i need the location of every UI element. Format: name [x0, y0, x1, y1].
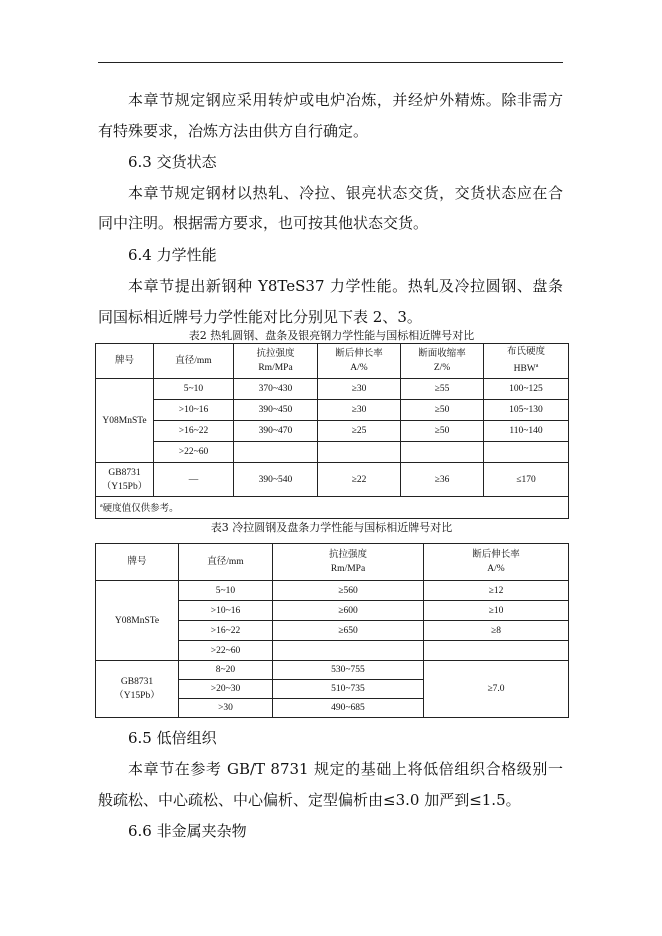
cell: >20~30	[179, 680, 273, 699]
table3-header: 抗拉强度 Rm/MPa	[273, 544, 424, 581]
cell	[424, 641, 569, 661]
table2-header: 布氏硬度 HBW$^a$	[484, 344, 569, 379]
table2	[95, 343, 569, 519]
cell: 510~735	[273, 680, 424, 699]
cell: >22~60	[154, 442, 234, 463]
cell	[401, 442, 484, 463]
cell: ≥25	[318, 421, 401, 442]
paragraph-line: 本章节提出新钢种 Y8TeS37 力学性能。热轧及冷拉圆钢、盘条	[128, 277, 563, 295]
cell: ≥36	[401, 463, 484, 497]
cell: ≥50	[401, 421, 484, 442]
cell: >16~22	[179, 621, 273, 641]
cell: 390~450	[234, 400, 318, 421]
table3-caption: 表3 冷拉圆钢及盘条力学性能与国标相近牌号对比	[210, 521, 453, 534]
paragraph-line: 本章节规定钢应采用转炉或电炉冶炼，并经炉外精炼。除非需方	[128, 91, 563, 109]
cell: ≥22	[318, 463, 401, 497]
cell: ≥7.0	[424, 661, 569, 718]
cell: ≥650	[273, 621, 424, 641]
cell: 490~685	[273, 699, 424, 718]
grade-cell: Y08MnSTe	[96, 379, 154, 463]
table2-header: 牌号	[96, 344, 154, 379]
paragraph-line: 本章节规定钢材以热轧、冷拉、银亮状态交货，交货状态应在合	[128, 184, 563, 202]
cell	[318, 442, 401, 463]
cell: ≥55	[401, 379, 484, 400]
header-rule	[98, 62, 563, 63]
cell: —	[154, 463, 234, 497]
grade-cell: Y08MnSTe	[96, 581, 179, 661]
table2-header: 断后伸长率 A/%	[318, 344, 401, 379]
cell: 370~430	[234, 379, 318, 400]
cell: ≥600	[273, 601, 424, 621]
paragraph-line: 同中注明。根据需方要求，也可按其他状态交货。	[98, 214, 429, 232]
cell	[484, 442, 569, 463]
cell: ≥30	[318, 400, 401, 421]
table2-header: 断面收缩率 Z/%	[401, 344, 484, 379]
table3-header: 断后伸长率 A/%	[424, 544, 569, 581]
cell	[234, 442, 318, 463]
cell: ≥560	[273, 581, 424, 601]
table3-header: 直径/mm	[179, 544, 273, 581]
section-heading: 6.4 力学性能	[128, 246, 217, 264]
cell: ≥50	[401, 400, 484, 421]
section-heading: 6.6 非金属夹杂物	[128, 822, 247, 840]
cell: 390~540	[234, 463, 318, 497]
cell: 530~755	[273, 661, 424, 680]
table2-header: 抗拉强度 Rm/MPa	[234, 344, 318, 379]
cell: 100~125	[484, 379, 569, 400]
table3	[95, 543, 569, 718]
cell: >30	[179, 699, 273, 718]
cell: 5~10	[154, 379, 234, 400]
cell: ≥10	[424, 601, 569, 621]
paragraph-line: 般疏松、中心疏松、中心偏析、定型偏析由≤3.0 加严到≤1.5。	[98, 791, 521, 809]
cell: >10~16	[154, 400, 234, 421]
section-heading: 6.5 低倍组织	[128, 729, 217, 747]
cell: ≥12	[424, 581, 569, 601]
cell: >10~16	[179, 601, 273, 621]
table2-header: 直径/mm	[154, 344, 234, 379]
cell	[273, 641, 424, 661]
paragraph-line: 本章节在参考 GB/T 8731 规定的基础上将低倍组织合格级别一	[128, 760, 563, 778]
cell: ≤170	[484, 463, 569, 497]
cell: 110~140	[484, 421, 569, 442]
table2-note: $^a$硬度值仅供参考。	[96, 497, 569, 519]
cell: ≥30	[318, 379, 401, 400]
grade-cell: GB8731 （Y15Pb）	[96, 661, 179, 718]
cell: 390~470	[234, 421, 318, 442]
table3-header: 牌号	[96, 544, 179, 581]
cell: ≥8	[424, 621, 569, 641]
paragraph-line: 同国标相近牌号力学性能对比分别见下表 2、3。	[98, 308, 422, 326]
cell: 8~20	[179, 661, 273, 680]
section-heading: 6.3 交货状态	[128, 153, 217, 171]
table2-caption: 表2 热轧圆钢、盘条及银亮钢力学性能与国标相近牌号对比	[188, 329, 475, 342]
cell: >16~22	[154, 421, 234, 442]
cell: 5~10	[179, 581, 273, 601]
cell: 105~130	[484, 400, 569, 421]
grade-cell: GB8731 （Y15Pb）	[96, 463, 154, 497]
cell: >22~60	[179, 641, 273, 661]
paragraph-line: 有特殊要求，冶炼方法由供方自行确定。	[98, 122, 369, 140]
